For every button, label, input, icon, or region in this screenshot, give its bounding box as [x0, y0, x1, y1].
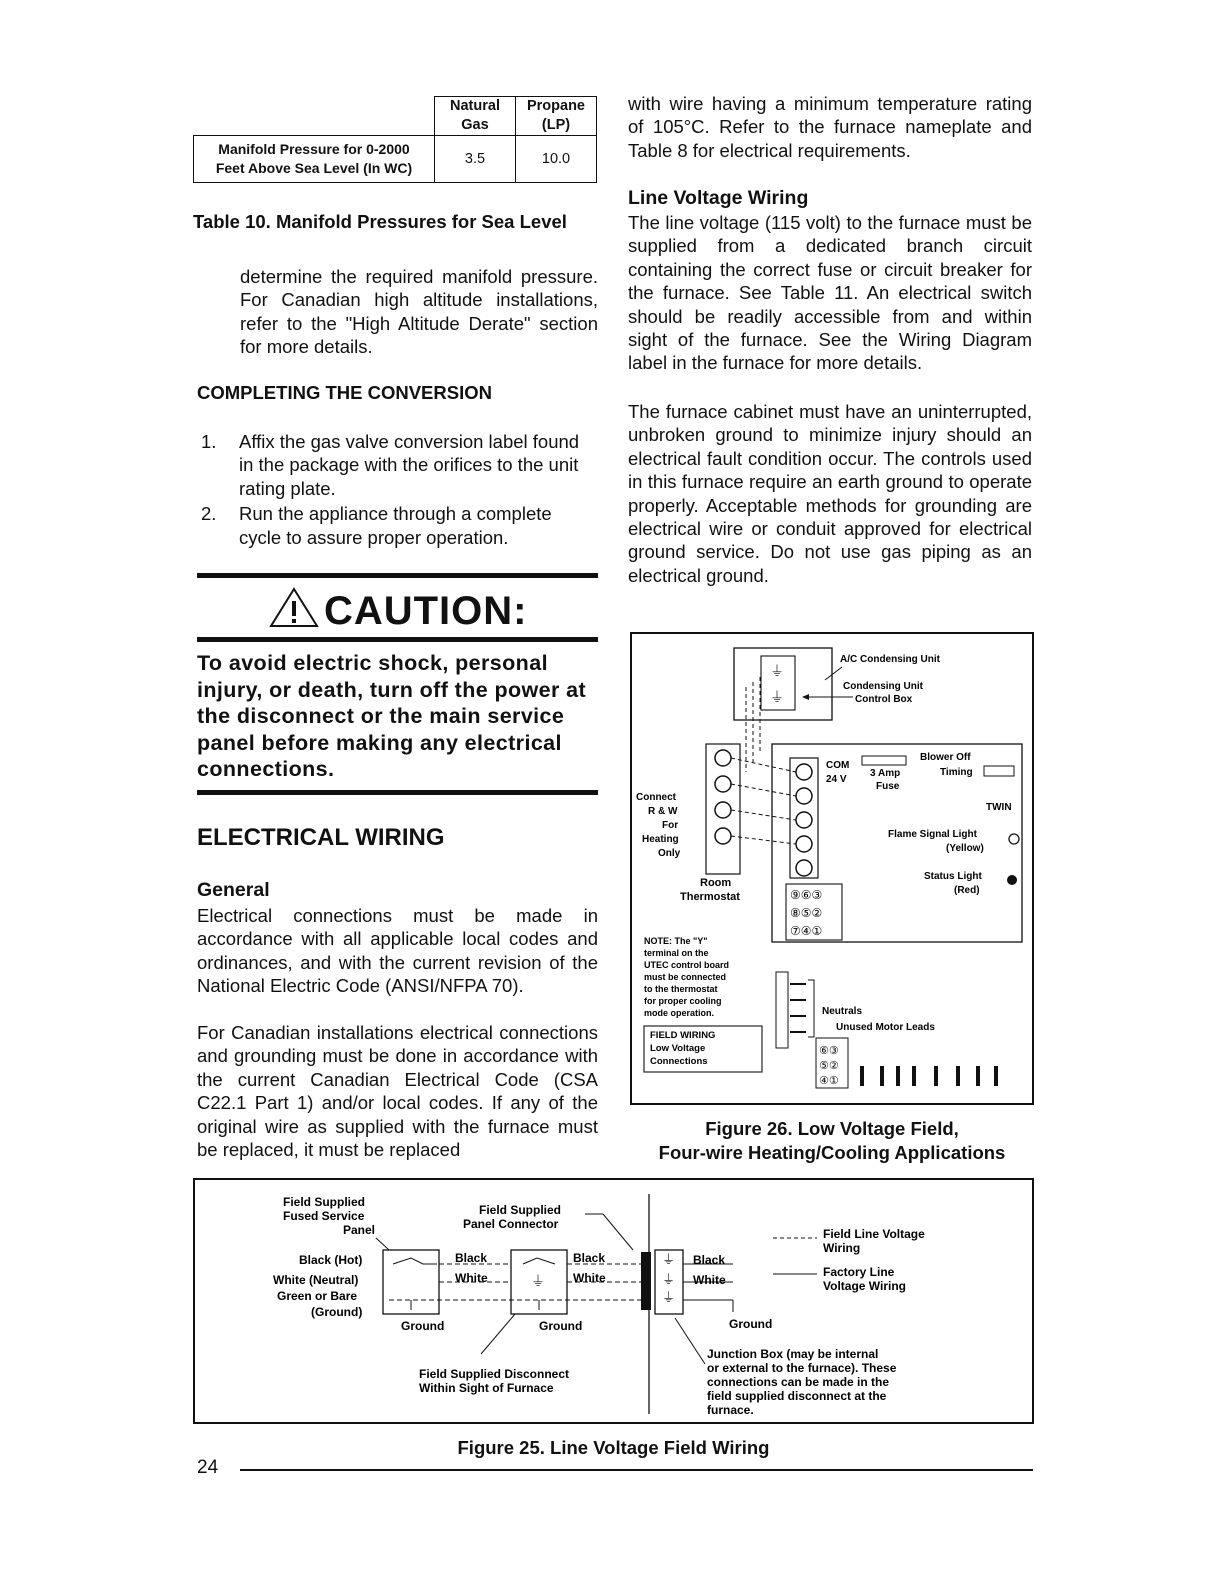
figure-25-caption: Figure 25. Line Voltage Field Wiring	[457, 1437, 770, 1458]
for-label: For	[662, 820, 679, 831]
caution-mid-rule	[197, 637, 598, 642]
svg-text:⏚: ⏚	[662, 1252, 676, 1267]
junction-note-line: connections can be made in the	[707, 1375, 890, 1389]
conversion-steps	[197, 430, 598, 549]
unused-motor-leads-label: Unused Motor Leads	[836, 1022, 935, 1033]
step-1: 1. Affix the gas valve conversion label found in the package with the orifices to the unit rating plate.	[201, 431, 580, 499]
natural-gas-header: Natural Gas	[435, 97, 516, 136]
black-wire-label: Black	[573, 1251, 606, 1265]
legend-factory-wiring-2: Voltage Wiring	[823, 1279, 907, 1293]
manifold-pressure-table	[193, 96, 597, 183]
caution-bottom-rule	[197, 790, 598, 795]
ground-label: Ground	[539, 1319, 583, 1333]
twin-label: TWIN	[986, 802, 1012, 813]
line-voltage-paragraph: The line voltage (115 volt) to the furnace must be supplied from a dedicated branch circuit containing the correct fuse or circuit breaker for the furnace. See Table 11. An electrical switch should be readily accessible from and within sight of the furnace. See the Wiring Diagram label in the furnace for more details.	[628, 212, 1032, 374]
determine-paragraph: determine the required manifold pressure. For Canadian high altitude installations, refer to the "High Altitude Derate" section for more details.	[240, 266, 598, 358]
page-number: 24	[197, 1457, 219, 1478]
fuse-label: Fuse	[876, 781, 900, 792]
connect-label: Connect	[636, 792, 676, 803]
manifold-pressure-row-label: Manifold Pressure for 0-2000 Feet Above Sea Level (In WC)	[194, 136, 435, 183]
fuse-amp-label: 3 Amp	[870, 768, 901, 779]
room-thermostat	[706, 744, 740, 874]
general-heading: General	[197, 879, 270, 901]
field-wiring-label: FIELD WIRING	[650, 1030, 716, 1041]
caution-banner	[197, 586, 598, 634]
flame-light-indicator	[1009, 834, 1019, 844]
flame-signal-label: Flame Signal Light	[888, 829, 977, 840]
step-2: 2. Run the appliance through a complete cycle to assure proper operation.	[201, 503, 552, 548]
svg-text:⏚: ⏚	[662, 1290, 676, 1305]
junction-note-line: field supplied disconnect at the	[707, 1389, 887, 1403]
disconnect-label-2: Within Sight of Furnace	[419, 1381, 554, 1395]
24v-label: 24 V	[826, 774, 847, 785]
svg-text:⏚: ⏚	[770, 663, 784, 679]
thermostat-label: Thermostat	[680, 891, 740, 903]
svg-text:⏚: ⏚	[770, 689, 784, 705]
fused-panel-label-2: Fused Service	[283, 1209, 365, 1223]
legend-factory-wiring-1: Factory Line	[823, 1265, 895, 1279]
line-voltage-heading: Line Voltage Wiring	[628, 187, 809, 209]
legend-field-wiring-1: Field Line Voltage	[823, 1227, 925, 1241]
rw-label: R & W	[648, 806, 678, 817]
caution-top-rule	[197, 573, 598, 578]
panel-connector-label-2: Panel Connector	[463, 1217, 559, 1231]
red-label: (Red)	[954, 885, 980, 896]
footer-rule	[240, 1469, 1033, 1471]
wire-rating-paragraph: with wire having a minimum temperature rating of 105°C. Refer to the furnace nameplate and Table 8 for electrical requirements.	[628, 93, 1032, 161]
junction-note-line: or external to the furnace). These	[707, 1361, 897, 1375]
motor-lead-terminals	[860, 1066, 998, 1086]
low-voltage-label: Low Voltage	[650, 1043, 706, 1054]
figure-25-diagram	[193, 1178, 1034, 1424]
fused-panel-label-1: Field Supplied	[283, 1195, 366, 1209]
heating-label: Heating	[642, 834, 679, 845]
room-label: Room	[700, 877, 732, 889]
status-light-indicator	[1007, 875, 1017, 885]
svg-text:⏚: ⏚	[531, 1273, 545, 1289]
fused-panel-label-3: Panel	[343, 1223, 376, 1237]
black-hot-label: Black (Hot)	[299, 1253, 363, 1267]
condensing-unit-box	[734, 648, 832, 720]
general-paragraph: Electrical connections must be made in accordance with all applicable local codes and ordinances, and with the current revision of the National Electric Code (ANSI/NFPA 70).	[197, 905, 598, 997]
caution-title: CAUTION:	[323, 589, 528, 633]
caution-text: To avoid electric shock, personal injury, or death, turn off the power at the disconnect or the main service panel before making any electrical connections.	[197, 651, 587, 781]
yellow-label: (Yellow)	[946, 843, 984, 854]
note-line: for proper cooling	[644, 996, 722, 1006]
black-wire-label: Black	[455, 1251, 488, 1265]
legend-field-wiring-2: Wiring	[823, 1241, 861, 1255]
junction-note-line: Junction Box (may be internal	[707, 1347, 879, 1361]
white-wire-label: White	[693, 1273, 726, 1287]
svg-text:⑤②: ⑤②	[819, 1060, 839, 1072]
completing-conversion-heading: COMPLETING THE CONVERSION	[197, 382, 492, 403]
svg-text:⑦④①: ⑦④①	[790, 924, 823, 938]
white-wire-label: White	[455, 1271, 488, 1285]
note-line: must be connected	[644, 972, 727, 982]
natural-gas-value: 3.5	[435, 136, 516, 183]
control-box-label-2: Control Box	[855, 694, 913, 705]
disconnect-label-1: Field Supplied Disconnect	[419, 1367, 570, 1381]
ground-label: Ground	[729, 1317, 773, 1331]
note-line: NOTE: The "Y"	[644, 936, 708, 946]
ground-label: Ground	[401, 1319, 445, 1333]
note-line: UTEC control board	[644, 960, 729, 970]
panel-connector-label-1: Field Supplied	[479, 1203, 562, 1217]
svg-text:⏚: ⏚	[662, 1272, 676, 1287]
svg-text:⑨⑥③: ⑨⑥③	[790, 888, 823, 902]
control-box-label-1: Condensing Unit	[843, 681, 923, 692]
note-line: terminal on the	[644, 948, 709, 958]
note-line: to the thermostat	[644, 984, 718, 994]
black-wire-label: Black	[693, 1253, 726, 1267]
timing-label: Timing	[940, 767, 973, 778]
propane-value: 10.0	[516, 136, 597, 183]
figure-26-diagram	[630, 632, 1034, 1105]
status-light-label: Status Light	[924, 871, 982, 882]
figure-26-caption: Figure 26. Low Voltage Field, Four-wire Heating/Cooling Applications	[658, 1118, 1006, 1163]
ground-paragraph: The furnace cabinet must have an uninterrupted, unbroken ground to minimize injury should an electrical fault condition occur. The controls used in this furnace require an earth ground to operate properly. Acceptable methods for grounding are electrical wire or conduit approved for electrical ground service. Do not use gas piping as an electrical ground.	[628, 401, 1032, 586]
green-bare-label: Green or Bare	[277, 1289, 358, 1303]
svg-text:⑥③: ⑥③	[819, 1045, 839, 1057]
svg-text:⑧⑤②: ⑧⑤②	[790, 906, 823, 920]
propane-header: Propane (LP)	[516, 97, 597, 136]
ground-paren-label: (Ground)	[311, 1305, 363, 1319]
only-label: Only	[658, 848, 681, 859]
electrical-wiring-heading: ELECTRICAL WIRING	[197, 824, 445, 851]
blower-off-label: Blower Off	[920, 752, 971, 763]
warning-triangle-icon	[268, 586, 320, 628]
white-wire-label: White	[573, 1271, 606, 1285]
white-neutral-label: White (Neutral)	[273, 1273, 359, 1287]
ac-unit-label: A/C Condensing Unit	[840, 654, 940, 665]
neutrals-label: Neutrals	[822, 1006, 863, 1017]
svg-text:④①: ④①	[819, 1075, 839, 1087]
canadian-paragraph: For Canadian installations electrical connections and grounding must be done in accordance with the current Canadian Electrical Code (CSA C22.1 Part 1) and/or local codes. If any of the original wire as supplied with the furnace must be replaced, it must be replaced	[197, 1022, 598, 1161]
note-line: mode operation.	[644, 1008, 715, 1018]
connections-label: Connections	[650, 1056, 708, 1067]
junction-note-line: furnace.	[707, 1403, 754, 1417]
table10-caption: Table 10. Manifold Pressures for Sea Level	[193, 211, 567, 232]
com-label: COM	[826, 760, 850, 771]
